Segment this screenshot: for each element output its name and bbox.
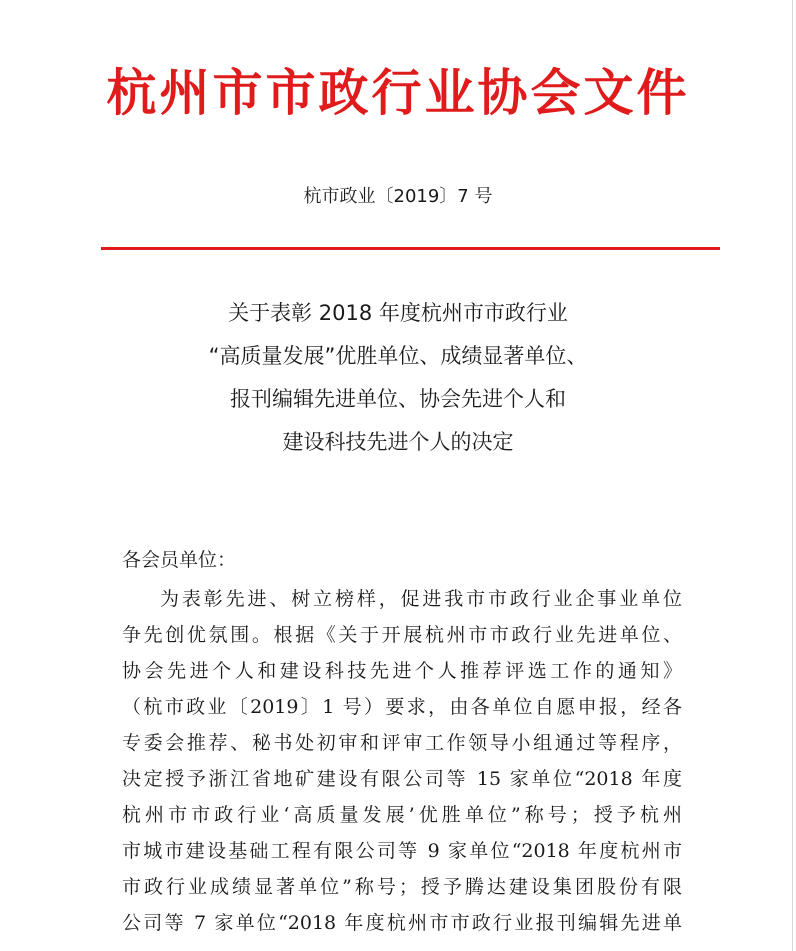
document-title-line: 建设科技先进个人的决定 [282, 430, 514, 454]
body-paragraph [122, 581, 682, 941]
body-line: 专委会推荐、秘书处初审和评审工作领导小组通过等程序， [122, 732, 682, 754]
body-line: 公司等 7 家单位“2018 年度杭州市市政行业报刊编辑先进单 [122, 912, 682, 934]
body-line: 杭州市市政行业‘高质量发展’优胜单位”称号；授予杭州 [122, 804, 682, 826]
document-title [0, 292, 796, 464]
document-header-title: 杭州市市政行业协会文件 [106, 64, 690, 122]
document-title-line: “高质量发展”优胜单位、成绩显著单位、 [208, 344, 588, 368]
body-line: 市城市建设基础工程有限公司等 9 家单位“2018 年度杭州市 [122, 840, 682, 862]
salutation: 各会员单位： [122, 549, 237, 571]
body-line: 市政行业成绩显著单位”称号；授予腾达建设集团股份有限 [122, 876, 682, 898]
header-red-rule [101, 247, 720, 250]
document-number: 杭市政业〔2019〕7 号 [303, 186, 493, 207]
body-line: 为表彰先进、树立榜样，促进我市市政行业企事业单位 [160, 588, 682, 610]
document-title-line: 关于表彰 2018 年度杭州市市政行业 [228, 301, 568, 325]
body-line: 协会先进个人和建设科技先进个人推荐评选工作的通知》 [122, 660, 682, 682]
page-edge-line [792, 0, 793, 951]
document-title-line: 报刊编辑先进单位、协会先进个人和 [230, 387, 566, 411]
body-line: 决定授予浙江省地矿建设有限公司等 15 家单位“2018 年度 [122, 768, 682, 790]
body-line: 争先创优氛围。根据《关于开展杭州市市政行业先进单位、 [122, 624, 682, 646]
body-line: （杭市政业〔2019〕1 号）要求，由各单位自愿申报，经各 [122, 696, 682, 718]
